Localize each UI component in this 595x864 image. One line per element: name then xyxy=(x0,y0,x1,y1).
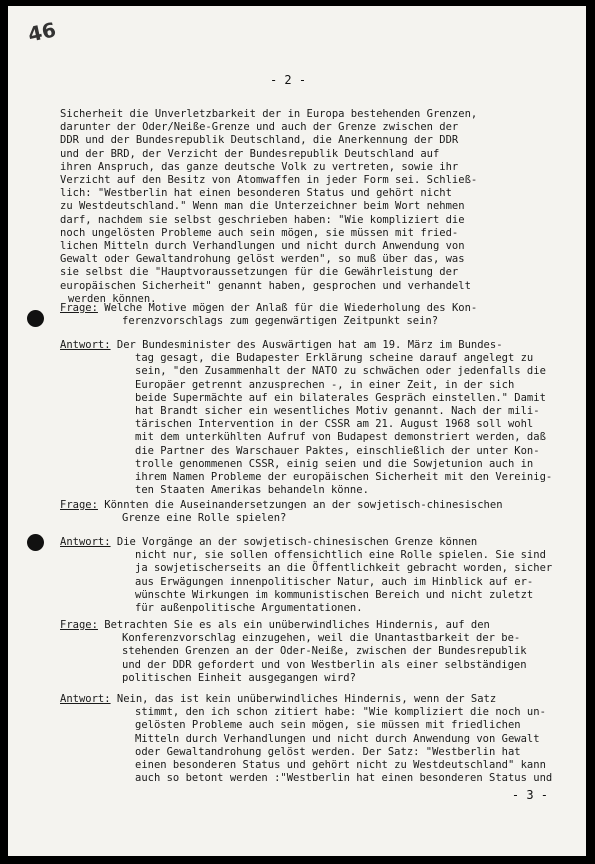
text-line: ihrem Namen Probleme der europäischen Sicherheit mit den Vereinig- xyxy=(135,471,553,484)
text-line: mit dem unterkühlten Aufruf von Budapest demonstriert werden, daß xyxy=(135,431,546,444)
text-line: sein, "den Zusammenhalt der NATO zu schwächen oder jedenfalls die xyxy=(135,365,546,378)
answer-3 xyxy=(60,693,578,785)
text-line: Die Vorgänge an der sowjetisch-chinesischen Grenze können xyxy=(110,536,478,548)
text-line: sie selbst die "Hauptvoraussetzungen für die Gewährleistung der xyxy=(60,266,459,279)
text-line: einen besonderen Status und gehört nicht zu Westdeutschland" kann xyxy=(135,759,546,772)
text-line: darunter der Oder/Neiße-Grenze und auch der Grenze zwischen der xyxy=(60,121,459,134)
text-line: lichen Mitteln durch Verhandlungen und nicht durch Anwendung von xyxy=(60,240,465,253)
page-number: - 2 - xyxy=(269,73,307,87)
text-line: Nein, das ist kein unüberwindliches Hindernis, wenn der Satz xyxy=(110,693,497,705)
text-line: darf, nachdem sie selbst geschrieben haben: "Wie kompliziert die xyxy=(60,213,465,226)
text-line: oder Gewaltandrohung gelöst werden. Der Satz: "Westberlin hat xyxy=(135,745,521,758)
text-line: Betrachten Sie es als ein unüberwindliches Hindernis, auf den xyxy=(97,619,490,631)
text-line: zu Westdeutschland." Wenn man die Unterzeichner beim Wort nehmen xyxy=(60,200,465,213)
text-line: stehenden Grenzen an der Oder-Neiße, zwischen der Bundesrepublik xyxy=(122,645,527,658)
document-page xyxy=(8,6,586,856)
answer-1 xyxy=(60,339,578,497)
answer-label: Antwort: xyxy=(60,536,111,548)
answer-2 xyxy=(60,536,578,615)
text-line: ihren Anspruch, das ganze deutsche Volk zu vertreten, sowie ihr xyxy=(60,160,459,173)
text-line: aus Erwägungen innenpolitischer Natur, auch im Hinblick auf er- xyxy=(135,575,534,588)
text-line: Welche Motive mögen der Anlaß für die Wiederholung des Kon- xyxy=(97,302,478,314)
question-3 xyxy=(60,619,578,685)
text-line: hat Brandt sicher ein wesentliches Motiv genannt. Nach der mili- xyxy=(135,405,540,418)
text-line: Grenze eine Rolle spielen? xyxy=(122,512,287,525)
text-line: Verzicht auf den Besitz von Atomwaffen in jeder Form sei. Schließ- xyxy=(60,174,478,187)
text-line: tärischen Intervention in der CSSR am 21. August 1968 soll wohl xyxy=(135,418,534,431)
text-line: und der BRD, der Verzicht der Bundesrepublik Deutschland auf xyxy=(60,147,440,160)
text-line: Der Bundesminister des Auswärtigen hat am 19. März im Bundes- xyxy=(110,339,503,351)
text-line: trolle genommenen CSSR, einig seien und die Sowjetunion auch in xyxy=(135,457,534,470)
text-line: für außenpolitische Argumentationen. xyxy=(135,602,363,615)
text-line: Europäer getrennt anzusprechen -, in einer Zeit, in der sich xyxy=(135,378,515,391)
question-label: Frage: xyxy=(60,499,98,511)
text-line: nicht nur, sie sollen offensichtlich eine Rolle spielen. Sie sind xyxy=(135,549,546,562)
text-line: DDR und der Bundesrepublik Deutschland, die Anerkennung der DDR xyxy=(60,134,459,147)
text-line: politischen Einheit ausgegangen wird? xyxy=(122,671,356,684)
text-line: stimmt, den ich schon zitiert habe: "Wie kompliziert die noch un- xyxy=(135,706,546,719)
text-line: Konferenzvorschlag einzugehen, weil die Unantastbarkeit der be- xyxy=(122,632,521,645)
question-label: Frage: xyxy=(60,302,98,314)
question-2 xyxy=(60,499,578,525)
text-line: ten Staaten Amerikas behandeln könne. xyxy=(135,484,369,497)
text-line: gelösten Probleme auch sein mögen, sie müssen mit friedlichen xyxy=(135,719,521,732)
text-line: beide Supermächte auf ein bilaterales Gespräch einstellen." Damit xyxy=(135,391,546,404)
text-line: auch so betont werden :"Westberlin hat einen besonderen Status und xyxy=(135,772,553,785)
text-line: und der DDR gefordert und von Westberlin als einer selbständigen xyxy=(122,658,527,671)
scan-mark: 46 xyxy=(25,17,59,47)
text-line: lich: "Westberlin hat einen besonderen Status und gehört nicht xyxy=(60,187,452,200)
text-line: europäischen Sicherheit" genannt haben, gesprochen und verhandelt xyxy=(60,279,471,292)
text-line: Sicherheit die Unverletzbarkeit der in Europa bestehenden Grenzen, xyxy=(60,108,478,120)
intro-paragraph xyxy=(60,108,578,306)
text-line: noch ungelösten Probleme auch sein mögen, sie müssen mit fried- xyxy=(60,226,459,239)
question-label: Frage: xyxy=(60,619,98,631)
question-1 xyxy=(60,302,578,328)
text-line: Gewalt oder Gewaltandrohung gelöst werden", so muß über das, was xyxy=(60,253,465,266)
punch-hole-top xyxy=(27,310,44,327)
answer-label: Antwort: xyxy=(60,339,111,351)
answer-label: Antwort: xyxy=(60,693,111,705)
next-page-marker: - 3 - xyxy=(511,788,548,802)
text-line: Könnten die Auseinandersetzungen an der sowjetisch-chinesischen xyxy=(97,499,503,511)
punch-hole-bottom xyxy=(27,534,44,551)
text-line: die Partner des Warschauer Paktes, einschließlich der unter Kon- xyxy=(135,444,540,457)
text-line: tag gesagt, die Budapester Erklärung scheine darauf angelegt zu xyxy=(135,352,534,365)
text-line: Mitteln durch Verhandlungen und nicht durch Anwendung von Gewalt xyxy=(135,732,540,745)
text-line: ja sowjetischerseits an die Öffentlichkeit gebracht worden, sicher xyxy=(135,562,553,575)
text-line: werden können. xyxy=(68,292,157,305)
text-line: wünschte Wirkungen im kommunistischen Bereich und nicht zuletzt xyxy=(135,588,534,601)
text-line: ferenzvorschlags zum gegenwärtigen Zeitpunkt sein? xyxy=(122,315,439,328)
